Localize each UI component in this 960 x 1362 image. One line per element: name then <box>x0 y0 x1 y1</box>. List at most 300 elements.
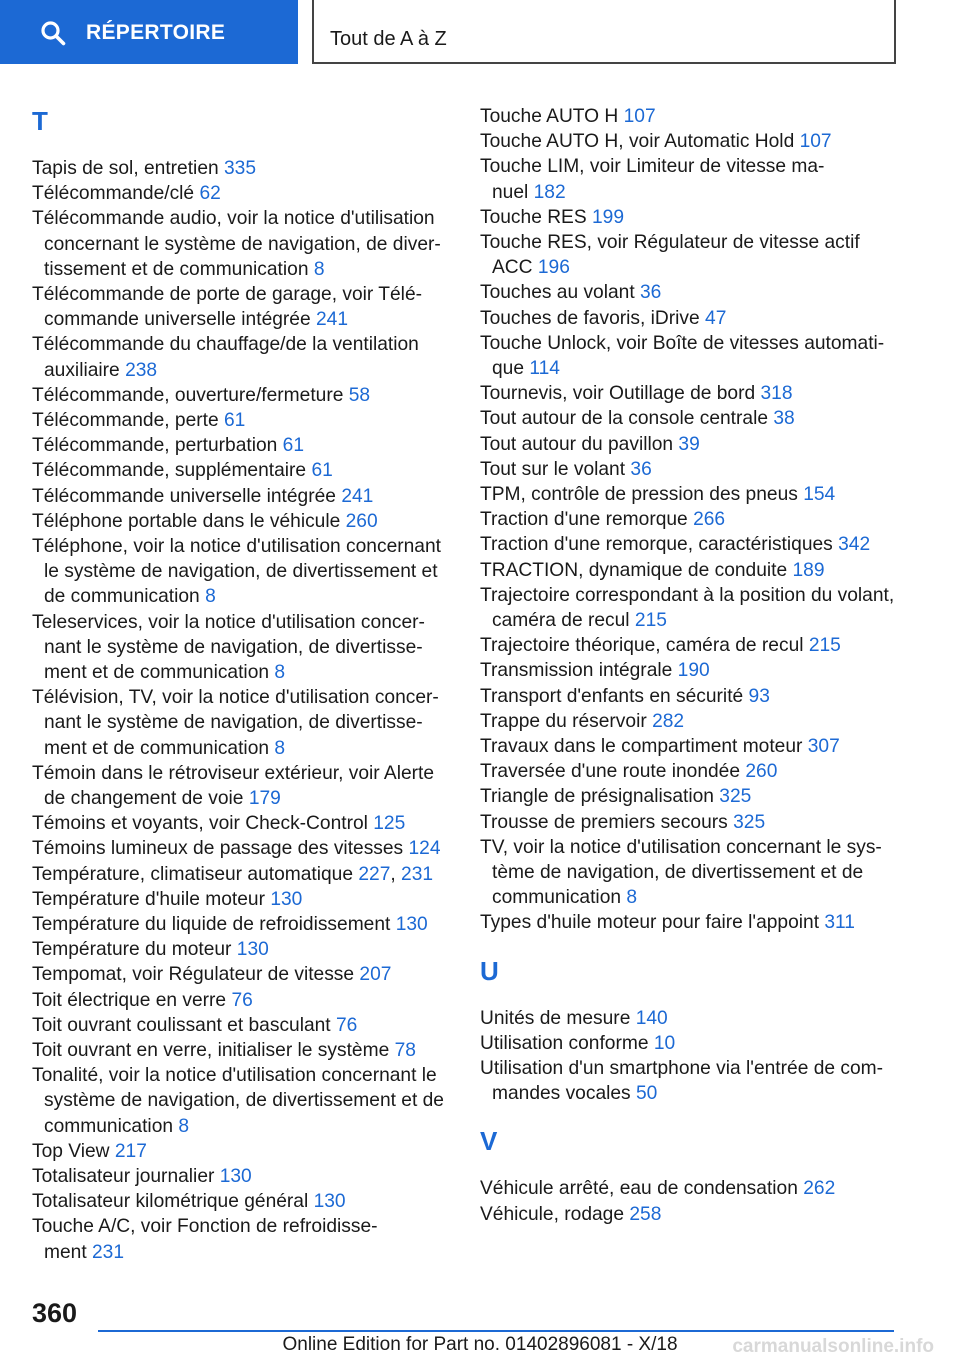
index-entry-label: Traversée d'une route inondée <box>480 761 741 783</box>
index-entry-label: de communication <box>44 586 200 608</box>
page-link[interactable]: 107 <box>623 106 656 127</box>
page-link[interactable]: 130 <box>236 939 269 961</box>
page-link[interactable]: 199 <box>592 206 625 228</box>
index-entry-text <box>32 1139 452 1164</box>
index-entry <box>480 230 900 280</box>
page-link[interactable]: 231 <box>92 1241 125 1263</box>
index-entry <box>480 734 900 759</box>
index-entry-text <box>32 584 452 609</box>
index-entry-label: Télécommande/clé <box>32 183 195 205</box>
page-link[interactable]: 125 <box>373 813 406 835</box>
index-entry <box>480 658 900 683</box>
index-entry-label: Top View <box>32 1140 110 1162</box>
index-entry <box>480 1031 900 1056</box>
index-entry-label: TV, voir la notice d'utilisation concernant le sys- <box>480 836 882 858</box>
page-link[interactable]: 78 <box>394 1040 416 1061</box>
index-entry <box>32 811 452 836</box>
index-entry-label: système de navigation, de divertissement et de <box>44 1090 444 1112</box>
index-entry-text <box>480 910 900 935</box>
index-entry <box>32 1013 452 1038</box>
page-link[interactable]: 47 <box>705 307 727 329</box>
page-link[interactable]: 182 <box>533 181 566 203</box>
page-link[interactable]: 189 <box>792 559 825 581</box>
index-entry <box>32 1038 452 1063</box>
index-entry <box>32 988 452 1013</box>
index-entry <box>480 507 900 532</box>
index-entry-label: Température d'huile moteur <box>32 888 265 910</box>
index-entry <box>480 558 900 583</box>
page-link[interactable]: 154 <box>803 484 836 505</box>
index-entry-label: caméra de recul <box>492 610 630 631</box>
index-entry-text <box>32 988 452 1013</box>
index-entry-label: Télécommande universelle intégrée <box>32 485 336 507</box>
index-entry-text <box>480 482 900 507</box>
page-link[interactable]: 124 <box>408 838 441 860</box>
index-entry-label: Température, climatiseur automatique <box>32 863 354 885</box>
index-entry-label: Travaux dans le compartiment moteur <box>480 736 803 757</box>
index-entry-text: Température, climatiseur automatique 227, 231 <box>32 863 434 885</box>
index-entry <box>480 1056 900 1106</box>
index-entry-label: communication <box>44 1115 174 1137</box>
index-entry <box>480 406 900 431</box>
section-letter-v: V <box>480 1126 498 1157</box>
page-link[interactable]: 10 <box>653 1032 676 1054</box>
page-link[interactable]: 318 <box>760 383 793 405</box>
index-entry-label: Traction d'une remorque, caractéristiques <box>480 534 833 556</box>
page-link[interactable]: 215 <box>634 610 667 631</box>
breadcrumb <box>312 0 896 64</box>
index-entry-label: Touche A/C, voir Fonction de refroidisse- <box>32 1216 378 1238</box>
section-letter-t: T <box>32 106 48 136</box>
page-link[interactable]: 130 <box>219 1166 252 1187</box>
index-entry <box>32 534 452 610</box>
index-entry-label: Tout autour du pavillon <box>480 433 674 455</box>
index-entry-label: ment et de communication <box>44 662 270 683</box>
index-entry <box>32 887 452 912</box>
page-link[interactable]: 62 <box>199 183 221 205</box>
index-entry-text <box>32 610 452 635</box>
page-link[interactable]: 93 <box>748 685 770 707</box>
page-link[interactable]: 39 <box>678 433 700 455</box>
index-entry <box>480 810 900 835</box>
page-link[interactable]: 307 <box>807 736 840 757</box>
index-entry-label: Trajectoire théorique, caméra de recul <box>480 635 804 657</box>
index-entry <box>32 509 452 534</box>
index-entry <box>480 684 900 709</box>
page-link[interactable]: 8 <box>178 1115 190 1137</box>
index-entry-label: Télécommande de porte de garage, voir Télé- <box>32 284 423 305</box>
index-entry-label: Télécommande, supplémentaire <box>32 460 307 482</box>
index-entry-text <box>32 660 452 685</box>
index-entry-text <box>32 257 452 282</box>
index-entry-label: le système de navigation, de divertissement et <box>44 561 438 583</box>
index-entry <box>32 484 452 509</box>
index-entry-label: Témoins lumineux de passage des vitesses <box>32 838 404 860</box>
index-entry-label: Véhicule, rodage <box>480 1203 625 1225</box>
index-entry-label: Trappe du réservoir <box>480 710 647 732</box>
page-link[interactable]: 207 <box>359 964 392 986</box>
index-entry-text <box>32 1038 452 1063</box>
index-entry-label: Température du moteur <box>32 939 232 961</box>
index-entry-text <box>32 736 452 761</box>
index-entry-label: nant le système de navigation, de divertisse- <box>44 636 423 658</box>
index-entry-text <box>32 509 452 534</box>
index-entry <box>480 532 900 557</box>
index-entry-text <box>32 1189 452 1214</box>
index-entry <box>32 458 452 483</box>
index-entry-text <box>32 282 452 307</box>
page-link[interactable]: 231 <box>401 863 434 885</box>
index-entry-label: Teleservices, voir la notice d'utilisation concer- <box>32 611 425 633</box>
index-entry <box>480 331 900 381</box>
page-link[interactable]: 36 <box>630 458 652 480</box>
index-entry-label: Touche LIM, voir Limiteur de vitesse ma- <box>480 156 825 178</box>
index-entry-label: Tournevis, voir Outillage de bord <box>480 383 756 405</box>
page-link[interactable]: 130 <box>395 914 428 935</box>
index-entry-label: nant le système de navigation, de divertisse- <box>44 712 423 734</box>
index-entry-text <box>480 432 900 457</box>
index-entry-label: Témoin dans le rétroviseur extérieur, voir Alerte <box>32 762 435 784</box>
index-entry-text <box>32 1088 452 1113</box>
index-entry-label: Toit électrique en verre <box>32 989 227 1011</box>
index-entry-label: mandes vocales <box>492 1083 631 1105</box>
index-entry-label: Totalisateur kilométrique général <box>32 1191 309 1213</box>
index-entry-text <box>480 280 900 305</box>
index-entry-label: Totalisateur journalier <box>32 1166 215 1187</box>
index-entry-text <box>480 180 900 205</box>
index-entry-label: Tempomat, voir Régulateur de vitesse <box>32 964 355 986</box>
index-entry <box>32 761 452 811</box>
index-entry-text <box>32 408 452 433</box>
index-entry-text <box>32 534 452 559</box>
index-entry-text <box>480 885 900 910</box>
page-link[interactable]: 76 <box>336 1014 358 1036</box>
index-entry-label: Température du liquide de refroidissement <box>32 914 391 935</box>
index-entry-label: Téléphone portable dans le véhicule <box>32 510 341 532</box>
index-entry <box>480 306 900 331</box>
index-entry <box>32 610 452 686</box>
index-entry-text <box>480 331 900 356</box>
index-entry-label: auxiliaire <box>44 359 120 381</box>
index-entry <box>480 759 900 784</box>
watermark: carmanualsonline.info <box>732 1336 934 1357</box>
index-entry-text <box>480 406 900 431</box>
index-entry-label: Traction d'une remorque <box>480 509 688 531</box>
page-link[interactable]: 8 <box>274 662 286 683</box>
index-entry <box>32 332 452 382</box>
index-entry <box>480 784 900 809</box>
index-entry-text <box>480 457 900 482</box>
index-entry <box>32 836 452 861</box>
index-entry <box>32 862 452 887</box>
page-link[interactable]: 8 <box>205 586 216 608</box>
index-entry-text <box>32 786 452 811</box>
index-entry-label: Véhicule arrêté, eau de condensation <box>480 1178 798 1200</box>
index-entry-label: de changement de voie <box>44 788 244 809</box>
index-entry <box>480 482 900 507</box>
index-entry <box>32 433 452 458</box>
page-link[interactable]: 241 <box>315 309 348 331</box>
index-entry <box>480 457 900 482</box>
index-entry-label: Télécommande audio, voir la notice d'utilisation <box>32 208 435 230</box>
page-link[interactable]: 107 <box>799 131 832 153</box>
index-entry-label: Télécommande du chauffage/de la ventilation <box>32 334 419 356</box>
page-link[interactable]: 325 <box>733 811 766 833</box>
index-entry-text <box>32 433 452 458</box>
index-entry <box>480 129 900 154</box>
index-entry-text <box>32 710 452 735</box>
index-entry-text <box>32 307 452 332</box>
index-entry-label: Téléphone, voir la notice d'utilisation concernant <box>32 536 441 557</box>
page-link[interactable]: 325 <box>719 786 752 808</box>
header <box>0 0 960 66</box>
index-entry-label: commande universelle intégrée <box>44 309 311 331</box>
page-link[interactable]: 36 <box>640 282 662 304</box>
index-entry <box>32 1189 452 1214</box>
index-entry-text <box>32 937 452 962</box>
page-link[interactable]: 260 <box>745 761 778 783</box>
index-entry-text <box>32 232 452 257</box>
index-entry-text <box>32 458 452 483</box>
index-entry <box>480 1006 900 1031</box>
index-entry-text <box>32 1114 452 1139</box>
index-entry-text <box>480 104 900 129</box>
section-letter-u: U <box>480 955 499 986</box>
index-entry-text <box>480 1056 900 1081</box>
index-entry-label: Tapis de sol, entretien <box>32 158 219 179</box>
index-entry-label: TPM, contrôle de pression des pneus <box>480 484 798 505</box>
index-entry-label: Touches au volant <box>480 282 635 304</box>
index-entry-text <box>480 1006 900 1031</box>
index-entry-label: Transport d'enfants en sécurité <box>480 685 744 707</box>
index-entry-text <box>32 811 452 836</box>
index-entry-text <box>480 810 900 835</box>
index-entry-label: Triangle de présignalisation <box>480 786 714 808</box>
page-link[interactable]: 217 <box>114 1140 147 1162</box>
index-entry-text <box>32 912 452 937</box>
page-link[interactable]: 196 <box>537 257 570 279</box>
index-entry-label: nuel <box>492 181 529 203</box>
index-entry-label: Témoins et voyants, voir Check-Control <box>32 813 368 835</box>
index-entry-text <box>480 381 900 406</box>
index-entry-text <box>480 532 900 557</box>
page-link[interactable]: 260 <box>345 510 378 532</box>
page-number: 360 <box>32 1298 78 1328</box>
index-entry <box>32 156 452 181</box>
index-entry-label: tissement et de communication <box>44 258 309 280</box>
index-entry-text <box>480 1081 900 1106</box>
index-entry-text <box>480 154 900 179</box>
index-entry-label: Touche RES <box>480 206 587 228</box>
index-entry-text <box>32 685 452 710</box>
index-entry <box>32 1063 452 1139</box>
index-entry <box>480 104 900 129</box>
index-entry <box>32 383 452 408</box>
index-entry-label: Touche RES, voir Régulateur de vitesse actif <box>480 232 860 253</box>
index-entry-label: ment et de communication <box>44 737 270 759</box>
index-entry-text <box>32 206 452 231</box>
index-entry-text <box>480 306 900 331</box>
index-entry-label: Trajectoire correspondant à la position du volant, <box>480 584 895 606</box>
index-entry-label: Télécommande, ouverture/fermeture <box>32 384 344 406</box>
index-entry-text <box>480 784 900 809</box>
index-entry-text <box>32 484 452 509</box>
index-entry-text <box>480 658 900 683</box>
page-link[interactable]: 61 <box>282 435 304 457</box>
page-link[interactable]: 282 <box>652 710 685 732</box>
page-link[interactable]: 311 <box>824 912 855 934</box>
edition-text: Online Edition for Part no. 01402896081 - X/18 <box>282 1334 678 1355</box>
page-link[interactable]: 241 <box>341 485 374 507</box>
index-entry-text <box>480 709 900 734</box>
page-link[interactable]: 258 <box>629 1203 662 1225</box>
index-entry-label: Télécommande, perturbation <box>32 435 278 457</box>
index-entry-text <box>32 1164 452 1189</box>
index-entry-text <box>32 559 452 584</box>
page-link[interactable]: 190 <box>677 660 710 682</box>
index-entry-text <box>480 1202 900 1227</box>
index-entry-text <box>480 1176 900 1201</box>
index-entry <box>32 1164 452 1189</box>
repertoire-button[interactable] <box>0 0 298 64</box>
index-entry <box>32 685 452 761</box>
index-entry <box>480 205 900 230</box>
index-entry-label: ment <box>44 1241 87 1263</box>
page-link[interactable]: 61 <box>311 460 333 482</box>
index-entry <box>480 709 900 734</box>
index-entry-label: que <box>492 358 525 379</box>
index-entry-label: Types d'huile moteur pour faire l'appoint <box>480 912 820 934</box>
index-entry-text <box>480 255 900 280</box>
index-entry-label: communication <box>492 887 622 909</box>
footer-divider <box>98 1330 894 1332</box>
index-entry <box>480 910 900 935</box>
page-link[interactable]: 8 <box>626 887 638 909</box>
index-entry <box>32 408 452 433</box>
page-link[interactable]: 140 <box>635 1007 668 1029</box>
index-entry <box>480 835 900 911</box>
index-entry-label: Tout autour de la console centrale <box>480 408 768 430</box>
index-entry-text <box>32 887 452 912</box>
index-entry-label: Toit ouvrant en verre, initialiser le système <box>32 1040 390 1061</box>
index-entry <box>480 633 900 658</box>
index-entry-text <box>480 356 900 381</box>
index-entry-label: Trousse de premiers secours <box>480 811 728 833</box>
breadcrumb-label: Tout de A à Z <box>330 28 447 50</box>
page-link[interactable]: 227 <box>358 863 391 885</box>
index-entry <box>32 912 452 937</box>
index-entry-text <box>32 635 452 660</box>
index-entry-label: Utilisation d'un smartphone via l'entrée de com- <box>480 1058 884 1079</box>
index-entry-text <box>32 156 452 181</box>
index-entry <box>32 181 452 206</box>
index-entry-label: Touche AUTO H <box>480 106 619 127</box>
index-entry-label: Télévision, TV, voir la notice d'utilisation concer- <box>32 687 439 709</box>
page-link[interactable]: 215 <box>808 635 841 657</box>
index-entry <box>32 1139 452 1164</box>
index-entry <box>480 432 900 457</box>
index-entry <box>480 583 900 633</box>
index-entry <box>32 206 452 282</box>
index-entry-label: Transmission intégrale <box>480 660 673 682</box>
index-entry-text <box>480 734 900 759</box>
index-entry-text <box>32 1013 452 1038</box>
index-entry-text <box>480 608 900 633</box>
index-entry-text <box>32 962 452 987</box>
index-entry-label: Touche Unlock, voir Boîte de vitesses automati- <box>480 332 885 354</box>
index-entry-text <box>32 358 452 383</box>
page-link[interactable]: 130 <box>270 888 303 910</box>
index-entry <box>480 381 900 406</box>
index-entry-label: concernant le système de navigation, de diver- <box>44 233 441 255</box>
index-entry-label: ACC <box>492 257 533 279</box>
page-link[interactable]: 335 <box>224 158 257 179</box>
index-entry-text <box>32 1240 452 1265</box>
page-link[interactable]: 8 <box>313 258 325 280</box>
index-entry-label: Tonalité, voir la notice d'utilisation concernant le <box>32 1065 437 1087</box>
index-entry-text <box>480 684 900 709</box>
index-entry-text <box>480 507 900 532</box>
page-link[interactable]: 8 <box>274 737 286 759</box>
index-entry-label: Utilisation conforme <box>480 1032 649 1054</box>
index-entry-label: Télécommande, perte <box>32 410 219 431</box>
page-link[interactable]: 266 <box>693 509 726 531</box>
index-entry <box>480 1176 900 1201</box>
page-link[interactable]: 76 <box>231 989 253 1011</box>
index-entry-text <box>32 332 452 357</box>
index-entry <box>480 1202 900 1227</box>
page-link[interactable]: 114 <box>529 358 560 379</box>
index-entry-label: Touche AUTO H, voir Automatic Hold <box>480 131 795 153</box>
page-link[interactable]: 50 <box>636 1083 658 1105</box>
repertoire-button-label: RÉPERTOIRE <box>86 21 226 44</box>
index-entry-label: Toit ouvrant coulissant et basculant <box>32 1014 331 1036</box>
page-link[interactable]: 238 <box>125 359 158 381</box>
index-entry-text <box>32 836 452 861</box>
index-entry <box>480 154 900 204</box>
index-entry-text <box>32 181 452 206</box>
index-entry-label: TRACTION, dynamique de conduite <box>480 559 788 581</box>
index-entry-text <box>480 583 900 608</box>
page-link[interactable]: 179 <box>248 788 281 809</box>
index-entry-label: tème de navigation, de divertissement et de <box>492 862 864 883</box>
index-entry-text <box>480 1031 900 1056</box>
index-entry-text <box>480 835 900 860</box>
index-entry-text <box>480 633 900 658</box>
index-entry-text <box>480 558 900 583</box>
index-entry-text <box>480 129 900 154</box>
index-entry-text <box>32 1214 452 1239</box>
page-link[interactable]: 342 <box>838 534 871 556</box>
index-entry-text <box>480 759 900 784</box>
index-entry <box>480 280 900 305</box>
page-link[interactable]: 58 <box>348 384 371 406</box>
index-entry-label: Unités de mesure <box>480 1007 631 1029</box>
index-entry-label: Tout sur le volant <box>480 458 626 480</box>
index-entry <box>32 282 452 332</box>
index-entry-text <box>480 230 900 255</box>
index-entry-text <box>480 205 900 230</box>
index-entry <box>32 962 452 987</box>
index-entry-text <box>32 761 452 786</box>
page-link[interactable]: 130 <box>313 1191 346 1213</box>
page-link[interactable]: 61 <box>223 410 246 431</box>
index-entry <box>32 937 452 962</box>
index-entry-text <box>32 1063 452 1088</box>
page-link[interactable]: 262 <box>803 1178 836 1200</box>
index-entry-text <box>32 383 452 408</box>
page-link[interactable]: 38 <box>773 408 795 430</box>
